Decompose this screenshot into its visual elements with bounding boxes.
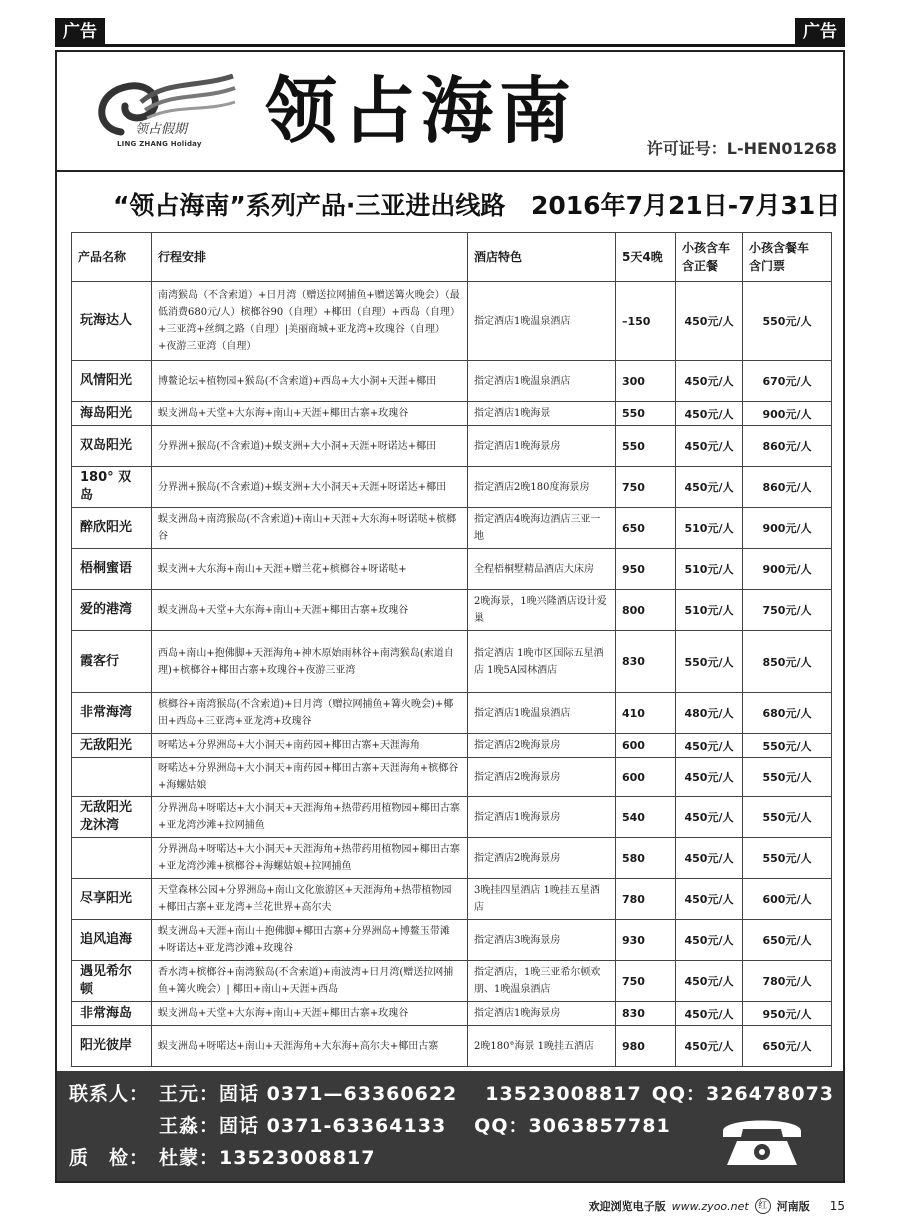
route-price: 600 (616, 734, 676, 758)
footer-url[interactable]: www.zyoo.net (671, 1199, 749, 1213)
license-number: 许可证号：L-HEN01268 (646, 139, 837, 158)
header-price: 5天4晚 (616, 233, 676, 282)
route-hotel: 指定酒店1晚海景房 (468, 797, 616, 838)
brand-logo-icon (87, 62, 237, 164)
header-kid-meal-line2: 含正餐 (682, 259, 719, 273)
table-row (72, 508, 832, 549)
table-row (72, 1002, 832, 1026)
header-name: 产品名称 (72, 233, 152, 282)
route-hotel: 指定酒店4晚海边酒店三亚一地 (468, 508, 616, 549)
route-kid-meal: 450元/人 (676, 758, 743, 797)
route-name: 玩海达人 (72, 282, 152, 361)
route-kid-ticket: 550元/人 (743, 282, 832, 361)
route-name: 追风追海 (72, 920, 152, 961)
route-hotel: 指定酒店1晚温泉酒店 (468, 693, 616, 734)
footer-site-text: 欢迎浏览电子版 (588, 1200, 666, 1213)
table-row (72, 402, 832, 426)
route-hotel: 指定酒店2晚海景房 (468, 838, 616, 879)
route-kid-ticket: 550元/人 (743, 734, 832, 758)
route-kid-ticket: 670元/人 (743, 361, 832, 402)
qc-label: 质 检： (69, 1147, 150, 1169)
contact-tel-2: 固话 0371-63364133 (219, 1115, 447, 1137)
route-hotel: 指定酒店2晚海景房 (468, 734, 616, 758)
route-itinerary: 分界洲+猴岛(不含索道)+蜈支洲+大小洞天+天涯+呀诺达+椰田 (152, 467, 468, 508)
contact-line-1 (69, 1079, 834, 1106)
route-itinerary: 香水湾+槟榔谷+南湾猴岛(不含索道)+南波湾+日月湾(赠送拉网捕鱼+篝火晚会）| 椰田+南山+天涯+西岛 (152, 961, 468, 1002)
route-kid-meal: 450元/人 (676, 1026, 743, 1067)
route-hotel: 指定酒店2晚海景房 (468, 758, 616, 797)
route-price: 550 (616, 402, 676, 426)
ad-tag-right: 广告 (795, 18, 845, 46)
route-hotel: 指定酒店1晚海景 (468, 402, 616, 426)
route-price: 410 (616, 693, 676, 734)
route-kid-meal: 450元/人 (676, 361, 743, 402)
route-table (71, 232, 832, 1067)
route-hotel: 2晚180°海景 1晚挂五酒店 (468, 1026, 616, 1067)
route-price: 650 (616, 508, 676, 549)
qc-mobile: 13523008817 (219, 1147, 376, 1169)
top-rule (55, 44, 845, 47)
route-price: 830 (616, 1002, 676, 1026)
route-price: 600 (616, 758, 676, 797)
table-row (72, 282, 832, 361)
route-name (72, 758, 152, 797)
route-kid-meal: 550元/人 (676, 631, 743, 693)
header-itinerary: 行程安排 (152, 233, 468, 282)
table-row (72, 361, 832, 402)
route-itinerary: 分界洲+猴岛(不含索道)+蜈支洲+大小洞+天涯+呀诺达+椰田 (152, 426, 468, 467)
route-kid-ticket: 950元/人 (743, 1002, 832, 1026)
route-itinerary: 槟榔谷+南湾猴岛(不含索道)+日月湾（赠拉网捕鱼+篝火晚会)+椰田+西岛+三亚湾+亚龙湾+玫瑰谷 (152, 693, 468, 734)
route-price: 750 (616, 961, 676, 1002)
route-name: 无敌阳光龙沐湾 (72, 797, 152, 838)
table-row (72, 693, 832, 734)
route-kid-ticket: 550元/人 (743, 797, 832, 838)
headline-series: “领占海南”系列产品·三亚进出线路 (113, 191, 506, 220)
route-price: 980 (616, 1026, 676, 1067)
route-name: 梧桐蜜语 (72, 549, 152, 590)
route-hotel: 指定酒店1晚温泉酒店 (468, 361, 616, 402)
route-hotel: 指定酒店 1晚市区国际五星酒店 1晚5A园林酒店 (468, 631, 616, 693)
telephone-icon (719, 1111, 805, 1169)
route-name (72, 838, 152, 879)
route-kid-meal: 510元/人 (676, 508, 743, 549)
route-price: –150 (616, 282, 676, 361)
route-kid-ticket: 850元/人 (743, 631, 832, 693)
route-itinerary: 蜈支洲岛+呀喏达+南山+天涯海角+大东海+高尔夫+椰田古寨 (152, 1026, 468, 1067)
route-kid-meal: 450元/人 (676, 426, 743, 467)
contact-name-2: 王淼： (159, 1115, 220, 1137)
table-row (72, 920, 832, 961)
route-kid-meal: 510元/人 (676, 549, 743, 590)
route-name: 霞客行 (72, 631, 152, 693)
route-kid-ticket: 900元/人 (743, 549, 832, 590)
ad-tag-left: 广告 (55, 18, 105, 46)
brand-logo-cn: 领占假期 (135, 122, 188, 137)
ad-page (55, 50, 845, 1183)
route-itinerary: 天堂森林公园+分界洲岛+南山文化旅游区+天涯海角+热带植物园+椰田古寨+亚龙湾+兰花世界+高尔夫 (152, 879, 468, 920)
route-kid-ticket: 650元/人 (743, 920, 832, 961)
route-hotel: 全程梧桐墅精品酒店大床房 (468, 549, 616, 590)
route-itinerary: 蜈支洲岛+天涯+南山＋抱佛脚+椰田古寨+分界洲岛+博鳌玉带滩+呀诺达+亚龙湾沙滩+玫瑰谷 (152, 920, 468, 961)
route-name: 非常海岛 (72, 1002, 152, 1026)
route-name: 非常海湾 (72, 693, 152, 734)
contact-line-2 (69, 1111, 671, 1138)
route-name: 爱的港湾 (72, 590, 152, 631)
route-name: 风情阳光 (72, 361, 152, 402)
table-row (72, 961, 832, 1002)
contact-qq-2: QQ：3063857781 (474, 1115, 671, 1137)
route-kid-ticket: 860元/人 (743, 467, 832, 508)
route-kid-meal: 450元/人 (676, 879, 743, 920)
brand-header (57, 52, 843, 172)
route-price: 540 (616, 797, 676, 838)
header-kid-ticket-line2: 含门票 (749, 259, 786, 273)
route-kid-meal: 480元/人 (676, 693, 743, 734)
route-kid-meal: 450元/人 (676, 920, 743, 961)
route-kid-ticket: 650元/人 (743, 1026, 832, 1067)
route-hotel: 2晚海景，1晚兴隆酒店设计爱巢 (468, 590, 616, 631)
footer-badge-icon: 红 (755, 1198, 771, 1214)
contact-tel-1: 固话 0371—63360622 (219, 1083, 458, 1105)
route-name: 海岛阳光 (72, 402, 152, 426)
route-name: 双岛阳光 (72, 426, 152, 467)
brand-name: 领占海南 (265, 69, 578, 153)
header-kid-meal-line1: 小孩含车 (682, 241, 731, 255)
brand-logo-en: LING ZHANG Holiday (117, 140, 202, 148)
route-name: 无敌阳光 (72, 734, 152, 758)
route-kid-meal: 450元/人 (676, 961, 743, 1002)
route-price: 750 (616, 467, 676, 508)
header-hotel: 酒店特色 (468, 233, 616, 282)
route-itinerary: 分界洲岛+呀喏达+大小洞天+天涯海角+热带药用植物园+椰田古寨+亚龙湾沙滩+拉网捕鱼 (152, 797, 468, 838)
contact-name-1: 王元： (159, 1083, 220, 1105)
contact-mobile-1: 13523008817 (485, 1083, 642, 1105)
table-row (72, 1026, 832, 1067)
route-hotel: 指定酒店2晚180度海景房 (468, 467, 616, 508)
route-kid-ticket: 900元/人 (743, 508, 832, 549)
route-itinerary: 呀喏达+分界洲岛+大小洞天+南药园+椰田古寨+天涯海角 (152, 734, 468, 758)
route-hotel: 指定酒店3晚海景房 (468, 920, 616, 961)
route-name: 尽享阳光 (72, 879, 152, 920)
header-kid-ticket-line1: 小孩含餐车 (749, 241, 810, 255)
route-name: 醉欣阳光 (72, 508, 152, 549)
route-itinerary: 南湾猴岛（不含索道）+日月湾（赠送拉网捕鱼+赠送篝火晚会）（最低消费680元/人）槟榔谷90（自理）+椰田（自理）+西岛（自理）+三亚湾+丝绸之路（自理）|美丽商城+亚龙湾+玫瑰谷（自理）+夜游三亚湾（自理） (152, 282, 468, 361)
route-kid-ticket: 900元/人 (743, 402, 832, 426)
header-kid-meal (676, 233, 743, 282)
route-itinerary: 博鳌论坛+植物园+猴岛(不含索道)+西岛+大小洞+天涯+椰田 (152, 361, 468, 402)
footer-edition: 河南版 (776, 1200, 810, 1213)
table-row (72, 631, 832, 693)
route-price: 780 (616, 879, 676, 920)
contact-label: 联系人： (69, 1083, 150, 1105)
route-price: 830 (616, 631, 676, 693)
contact-qq-1: QQ：326478073 (651, 1083, 835, 1105)
route-hotel: 指定酒店1晚海景房 (468, 1002, 616, 1026)
route-kid-ticket: 600元/人 (743, 879, 832, 920)
route-name: 阳光彼岸 (72, 1026, 152, 1067)
route-itinerary: 蜈支洲岛+天堂+大东海+南山+天涯+椰田古寨+玫瑰谷 (152, 590, 468, 631)
contact-line-3 (69, 1143, 375, 1170)
route-itinerary: 蜈支洲岛+天堂+大东海+南山+天涯+椰田古寨+玫瑰谷 (152, 402, 468, 426)
header-kid-ticket (743, 233, 832, 282)
headline-dates: 2016年7月21日-7月31日 (531, 191, 841, 220)
route-hotel: 指定酒店1晚海景房 (468, 426, 616, 467)
route-hotel: 3晚挂四星酒店 1晚挂五星酒店 (468, 879, 616, 920)
route-price: 580 (616, 838, 676, 879)
route-kid-ticket: 860元/人 (743, 426, 832, 467)
route-price: 930 (616, 920, 676, 961)
route-name: 遇见希尔顿 (72, 961, 152, 1002)
route-kid-meal: 450元/人 (676, 282, 743, 361)
table-row (72, 758, 832, 797)
route-itinerary: 呀喏达+分界洲岛+大小洞天+南药园+椰田古寨+天涯海角+槟榔谷+海螺姑娘 (152, 758, 468, 797)
route-kid-meal: 450元/人 (676, 402, 743, 426)
route-kid-ticket: 550元/人 (743, 838, 832, 879)
table-header-row (72, 233, 832, 282)
headline (57, 184, 843, 224)
route-kid-ticket: 780元/人 (743, 961, 832, 1002)
table-row (72, 797, 832, 838)
contact-block (57, 1071, 843, 1181)
route-kid-meal: 450元/人 (676, 797, 743, 838)
route-hotel: 指定酒店1晚温泉酒店 (468, 282, 616, 361)
page-footer (55, 1194, 845, 1218)
route-itinerary: 蜈支洲+大东海+南山+天涯+赠兰花+槟榔谷+呀诺哒+ (152, 549, 468, 590)
route-kid-ticket: 680元/人 (743, 693, 832, 734)
route-kid-meal: 450元/人 (676, 1002, 743, 1026)
route-itinerary: 分界洲岛+呀喏达+大小洞天+天涯海角+热带药用植物园+椰田古寨+亚龙湾沙滩+槟榔谷+海螺姑娘+拉网捕鱼 (152, 838, 468, 879)
table-row (72, 879, 832, 920)
table-row (72, 838, 832, 879)
route-kid-meal: 450元/人 (676, 467, 743, 508)
route-price: 950 (616, 549, 676, 590)
route-itinerary: 蜈支洲岛+南湾猴岛(不含索道)+南山+天涯+大东海+呀诺哒+槟榔谷 (152, 508, 468, 549)
table-row (72, 590, 832, 631)
table-row (72, 467, 832, 508)
route-price: 300 (616, 361, 676, 402)
route-price: 800 (616, 590, 676, 631)
table-row (72, 426, 832, 467)
page-number: 15 (829, 1199, 845, 1213)
route-kid-meal: 510元/人 (676, 590, 743, 631)
qc-name: 杜蒙： (159, 1147, 220, 1169)
table-row (72, 734, 832, 758)
route-price: 550 (616, 426, 676, 467)
route-rows (72, 282, 832, 1067)
route-hotel: 指定酒店，1晚三亚希尔顿欢朋、1晚温泉酒店 (468, 961, 616, 1002)
route-kid-ticket: 750元/人 (743, 590, 832, 631)
route-name: 180° 双岛 (72, 467, 152, 508)
route-itinerary: 西岛+南山+抱佛脚+天涯海角+神木原始雨林谷+南湾猴岛(索道自理)+槟榔谷+椰田古寨+玫瑰谷+夜游三亚湾 (152, 631, 468, 693)
route-itinerary: 蜈支洲岛+天堂+大东海+南山+天涯+椰田古寨+玫瑰谷 (152, 1002, 468, 1026)
route-kid-meal: 450元/人 (676, 734, 743, 758)
table-row (72, 549, 832, 590)
route-kid-meal: 450元/人 (676, 838, 743, 879)
route-kid-ticket: 550元/人 (743, 758, 832, 797)
